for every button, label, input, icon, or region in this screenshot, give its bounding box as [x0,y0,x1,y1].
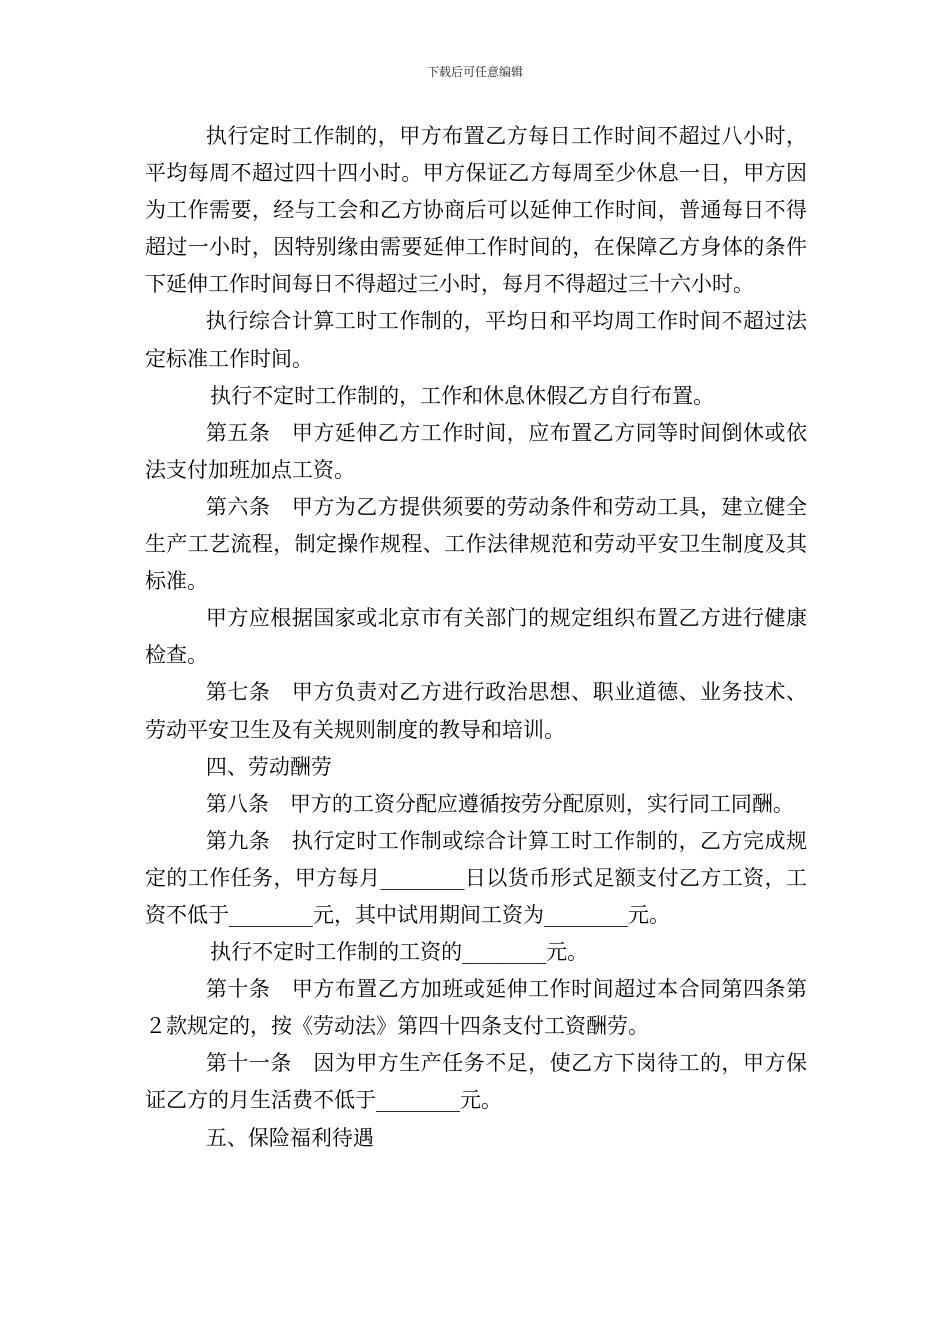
article-6: 第六条 甲方为乙方提供须要的劳动条件和劳动工具，建立健全生产工艺流程，制定操作规程、工作法律规范和劳动平安卫生制度及其标准。 [145,494,807,594]
article-11: 第十一条 因为甲方生产任务不足，使乙方下岗待工的，甲方保证乙方的月生活费不低于________元。 [145,1051,807,1113]
article-7: 第七条 甲方负责对乙方进行政治思想、职业道德、业务技术、劳动平安卫生及有关规则制度的教导和培训。 [145,680,807,742]
document-body [145,118,807,1157]
paragraph-health-check: 甲方应根据国家或北京市有关部门的规定组织布置乙方进行健康检查。 [145,606,807,668]
paragraph-fixed-hours: 执行定时工作制的，甲方布置乙方每日工作时间不超过八小时，平均每周不超过四十四小时。甲方保证乙方每周至少休息一日，甲方因为工作需要，经与工会和乙方协商后可以延伸工作时间，普通每日不得超过一小时，因特别缘由需要延伸工作时间的，在保障乙方身体的条件下延伸工作时间每日不得超过三小时，每月不得超过三十六小时。 [145,124,807,297]
article-5: 第五条 甲方延伸乙方工作时间，应布置乙方同等时间倒休或依法支付加班加点工资。 [145,420,807,482]
paragraph-flexible-wage: 执行不定时工作制的工资的________元。 [210,940,589,965]
paragraph-flexible-hours: 执行不定时工作制的，工作和休息休假乙方自行布置。 [210,383,715,408]
article-8: 第八条 甲方的工资分配应遵循按劳分配原则，实行同工同酬。 [205,791,794,816]
section-heading-remuneration: 四、劳动酬劳 [205,754,332,779]
paragraph-comprehensive-hours: 执行综合计算工时工作制的，平均日和平均周工作时间不超过法定标准工作时间。 [145,309,807,371]
article-9: 第九条 执行定时工作制或综合计算工时工作制的，乙方完成规定的工作任务，甲方每月________日以货币形式足额支付乙方工资，工资不低于________元，其中试用期间工资为________元。 [145,828,807,927]
page-header: 下载后可任意编辑 [426,65,523,79]
section-heading-insurance: 五、保险福利待遇 [205,1125,374,1150]
article-10: 第十条 甲方布置乙方加班或延伸工作时间超过本合同第四条第２款规定的，按《劳动法》第四十四条支付工资酬劳。 [145,977,807,1039]
